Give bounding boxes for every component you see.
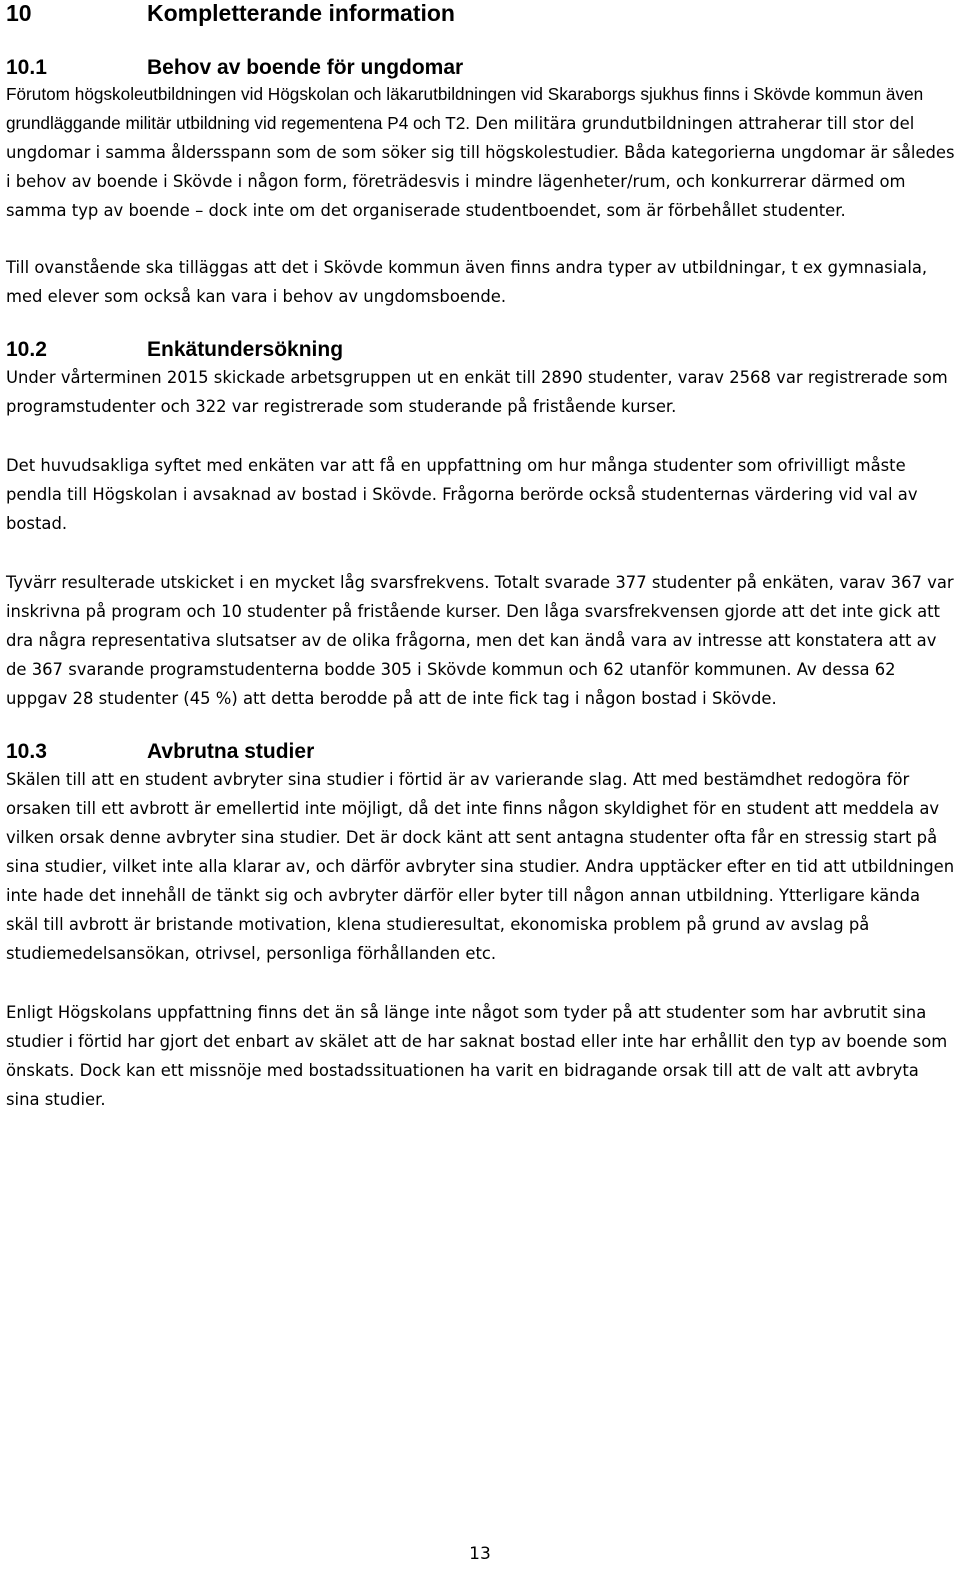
paragraph-10-2-3: Tyvärr resulterade utskicket i en mycket låg svarsfrekvens. Totalt svarade 377 studenter på enkäten, varav 367 var inskrivna på program och 10 studenter på fristående kurser. Den låga svarsfrekvensen gjorde att det inte gick att dra några representativa slutsatser av de olika frågorna, men det kan ändå vara av intresse att konstatera att av de 367 svarande programstudenterna bodde 305 i Skövde kommun och 62 utanför kommunen. Av dessa 62 uppgav 28 studenter (45 %) att detta berodde på att de inte fick tag i någon bostad i Skövde. [6,573,954,708]
heading-title: Kompletterande information [147,0,455,26]
heading-section-10-1 [6,54,956,82]
heading-number: 10.3 [6,740,47,763]
paragraph-rest-part: Den militära grundutbildningen attraherar till stor del ungdomar i samma åldersspann som de som söker sig till högskolestudier. Båda kategorierna ungdomar är således i behov av boende i Skövde i någon form, företrädesvis i mindre lägenheter/rum, och konkurrerar därmed om samma typ av boende – dock inte om det organiserade studentboendet, som är förbehållet studenter. [6,114,955,220]
paragraph-10-1-1 [6,80,956,225]
paragraph-10-3-2: Enligt Högskolans uppfattning finns det än så länge inte något som tyder på att studenter som har avbrutit sina studier i förtid har gjort det enbart av skälet att de har saknat bostad eller inte har erhållit den typ av boende som önskats. Dock kan ett missnöje med bostadssituationen ha varit en bidragande orsak till att de valt att avbryta sina studier. [6,1003,948,1109]
heading-number: 10 [6,0,32,26]
heading-number: 10.2 [6,338,47,361]
paragraph-10-2-2: Det huvudsakliga syftet med enkäten var att få en uppfattning om hur många studenter som ofrivilligt måste pendla till Högskolan i avsaknad av bostad i Skövde. Frågorna berörde också studenternas värdering vid val av bostad. [6,456,918,533]
heading-section-10-2 [6,336,956,364]
heading-title: Avbrutna studier [147,740,315,763]
heading-section-10-3 [6,738,956,766]
paragraph-10-3-1: Skälen till att en student avbryter sina studier i förtid är av varierande slag. Att med bestämdhet redogöra för orsaken till ett avbrott är emellertid inte möjligt, då det inte finns någon skyldighet för en student att meddela av vilken orsak denne avbryter sina studier. Det är dock känt att sent antagna studenter ofta får en stressig start på sina studier, vilket inte alla klarar av, och därför avbryter sina studier. Andra upptäcker efter en tid att utbildningen inte hade det innehåll de tänkt sig och avbryter därför eller byter till någon annan utbildning. Ytterligare kända skäl till avbrott är bristande motivation, klena studieresultat, ekonomiska problem på grund av avslag på studiemedelsansökan, otrivsel, personliga förhållanden etc. [6,770,955,963]
heading-title: Enkätundersökning [147,338,344,361]
heading-number: 10.1 [6,56,47,79]
paragraph-10-2-1: Under vårterminen 2015 skickade arbetsgruppen ut en enkät till 2890 studenter, varav 2568 var registrerade som programstudenter och 322 var registrerade som studerande på fristående kurser. [6,368,948,416]
heading-section-10 [6,0,956,28]
heading-title: Behov av boende för ungdomar [147,56,464,79]
page-number: 13 [469,1544,491,1564]
paragraph-sans-part: Förutom högskoleutbildningen vid Högskolan och läkarutbildningen vid Skaraborgs sjukhus finns i Skövde kommun även grundläggande militär utbildning vid regementena P4 och T2. [6,84,924,133]
document-page [6,0,956,1114]
paragraph-10-1-2: Till ovanstående ska tilläggas att det i Skövde kommun även finns andra typer av utbildningar, t ex gymnasiala, med elever som också kan vara i behov av ungdomsboende. [6,258,928,306]
